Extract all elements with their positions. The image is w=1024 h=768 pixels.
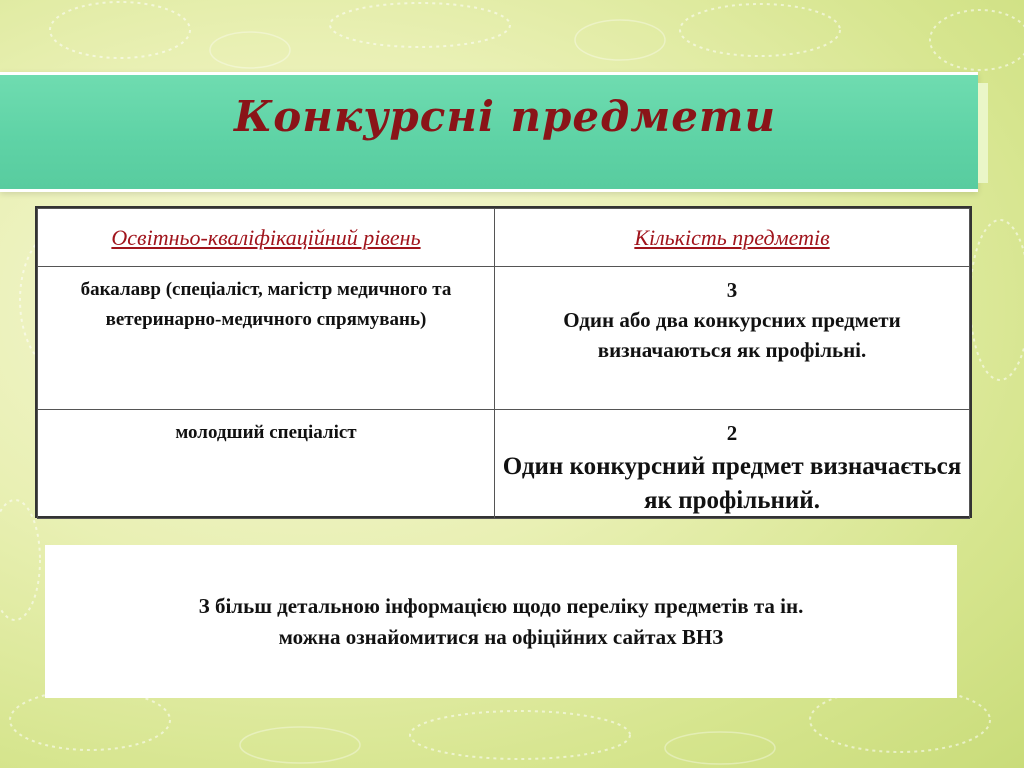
slide-title: Конкурсні предмети bbox=[234, 92, 776, 141]
count-description: Один конкурсний предмет визначається як профільний. bbox=[502, 453, 962, 514]
table-row bbox=[38, 267, 970, 410]
info-note-text: З більш детальною інформацією щодо переліку предметів та ін. можна ознайомитися на офіційних сайтах ВНЗ bbox=[198, 593, 804, 649]
header-level: Освітньо-кваліфікаційний рівень bbox=[38, 209, 495, 267]
cell-level: молодший спеціаліст bbox=[38, 410, 495, 519]
info-note bbox=[45, 545, 957, 698]
cell-count bbox=[495, 410, 970, 519]
cell-level: бакалавр (спеціаліст, магістр медичного та ветеринарно-медичного спрямувань) bbox=[38, 267, 495, 410]
count-value: 3 bbox=[726, 278, 738, 302]
count-value: 2 bbox=[726, 421, 738, 445]
table-row bbox=[38, 410, 970, 519]
cell-count bbox=[495, 267, 970, 410]
count-description: Один або два конкурсних предмети визначаються як профільні. bbox=[563, 308, 901, 362]
table-header-row bbox=[38, 209, 970, 267]
header-count: Кількість предметів bbox=[495, 209, 970, 267]
subjects-table bbox=[35, 206, 972, 518]
